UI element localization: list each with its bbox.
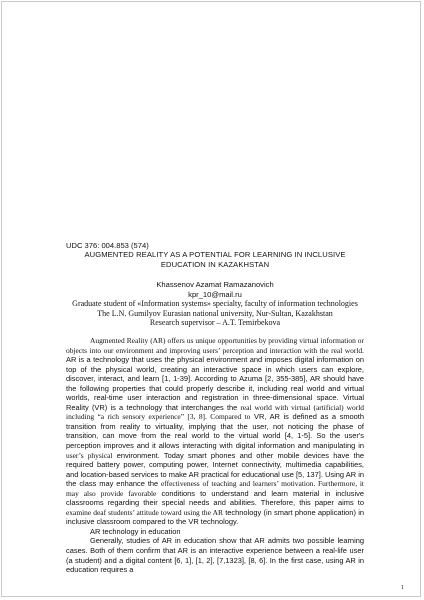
text-run: conditions to understand and learn material in inclusive classrooms regarding their special needs and abilities. Therefore, this paper aims to <box>66 488 365 508</box>
text-run: Augmented Reality (AR) offers us unique opportunities by providing virtual information or objects into our environment and improving users’ perception and interaction with the real world. <box>66 336 364 355</box>
text-run: environment. Today smart phones and other mobile devices have the required battery power, computing power, Internet connectivity, multimedia capabilities, and location-based services to make AR practical for educational use [5, 137]. Using AR in the class may enhance the <box>66 450 364 489</box>
affiliation-text: of «Information systems» specialty, faculty of information technologies The L.N. Gumilyov Eurasian national university, Nur-Sultan, Kazakhstan <box>97 299 358 318</box>
article-body <box>66 336 364 575</box>
section-heading: AR technology in education <box>90 526 181 536</box>
page <box>1 1 421 597</box>
paragraph-intro <box>66 336 364 527</box>
author-affiliation <box>66 299 364 318</box>
paragraph-ar-education: Generally, studies of AR in education show that AR admits two possible learning cases. Both of them confirm that AR is an interactive experience between a real-life user (a student) and a digital content [6, 1], [1, 2], [7,1323], [8, 6]. In the first case, using AR in education requires a <box>66 536 364 575</box>
text-run: effectiveness of teaching and learners’ motivation. Furthermore, it may also provide favorable <box>66 479 364 498</box>
page-number: 1 <box>401 585 404 591</box>
text-run: AR is a technology that uses the physical environment and imposes digital information on top of the physical world, creating an interactive space in which users can explore, discover, interact, and learn [1, 1-39]. According to Azuma [2, 355-385], AR should have the following properties that could properly describe it, including real world and virtual worlds, real-time user interaction and registration in three-dimensional space. Virtual Reality (VR) is a technology that interchanges the <box>66 355 364 412</box>
udc-code: UDC 376: 004.853 (574) <box>66 241 149 250</box>
text-run: user’s physical <box>66 450 113 460</box>
text-run: VR, AR is defined as a smooth transition from reality to virtuality, implying that the user, not noticing the phase of transition, can move from the real world to the virtual world [4, 1-5]. So the user's perception improves and it allows interacting with digital information and manipulating in <box>66 412 364 451</box>
paper-title: AUGMENTED REALITY AS A POTENTIAL FOR LEARNING IN INCLUSIVE EDUCATION IN KAZAKHSTAN <box>84 250 346 269</box>
research-supervisor: Research supervisor – A.T. Temirbekova <box>149 318 281 328</box>
text-run: examine deaf students’ attitude toward using the AR <box>66 507 223 517</box>
author-email: kpr_10@mail.ru <box>188 289 242 299</box>
author-block <box>66 280 364 328</box>
text-run: real world with virtual (artificial) world including “a rich sensory experience” [3, 8]. Compared to <box>66 402 364 422</box>
affiliation-prefix: Graduate student <box>72 299 127 309</box>
text-run: technology (in smart phone application) in inclusive classroom compared to the VR technology. <box>66 507 364 527</box>
author-name: Khassenov Azamat Ramazanovich <box>156 280 274 289</box>
